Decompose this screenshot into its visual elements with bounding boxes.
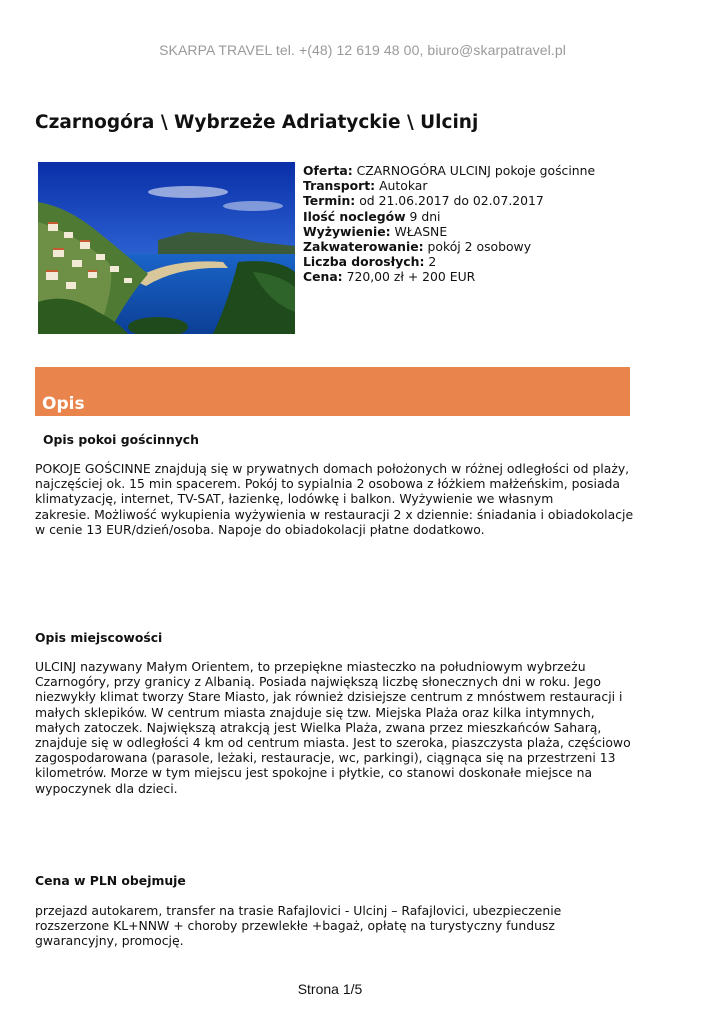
price-label: Cena:: [303, 269, 343, 285]
offer-row-transport: [303, 178, 595, 193]
paragraph-line: znajduje się w odległości 4 km od centrum miasta. Jest to szeroka, piaszczysta plaża, częściowo: [35, 735, 631, 751]
ulcinj-coast-photo: [38, 162, 295, 334]
offer-row-adults: [303, 254, 595, 269]
paragraph-line: małych zatoczek. Największą atrakcją jest Wielka Plaża, zwana przez mieszkańców Saharą,: [35, 719, 602, 735]
paragraph-line: niezwykły klimat tworzy Stare Miasto, jak również dzisiejsze centrum z mnóstwem restauracji i: [35, 689, 623, 705]
offer-row-offer: [303, 163, 595, 178]
board-value: WŁASNE: [390, 223, 448, 239]
paragraph-line: wypoczynek dla dzieci.: [35, 780, 178, 796]
transport-label: Transport:: [303, 178, 376, 194]
offer-row-board: [303, 224, 595, 239]
offer-row-accommodation: [303, 239, 595, 254]
adults-value: 2: [424, 254, 437, 270]
page-number: Strona 1/5: [297, 981, 363, 997]
nights-value: 9 dni: [405, 208, 441, 224]
board-label: Wyżywienie:: [303, 223, 391, 239]
rooms-heading: Opis pokoi gościnnych: [43, 432, 199, 447]
paragraph-line: rozszerzone KL+NNW + choroby przewlekłe +bagaż, opłatę na turystyczny fundusz: [35, 918, 555, 934]
place-heading: Opis miejscowości: [35, 630, 163, 645]
transport-value: Autokar: [375, 178, 428, 194]
contact-header: SKARPA TRAVEL tel. +(48) 12 619 48 00, biuro@skarpatravel.pl: [159, 42, 566, 58]
page-title: Czarnogóra \ Wybrzeże Adriatyckie \ Ulcinj: [35, 112, 479, 133]
paragraph-line: zakresie. Możliwość wykupienia wyżywienia w restauracji 2 x dziennie: śniadania i obiadokolacje: [35, 506, 634, 522]
paragraph-line: małych sklepików. W centrum miasta znajduje się tzw. Miejska Plaża oraz kilka intymnych,: [35, 704, 595, 720]
dates-value: od 21.06.2017 do 02.07.2017: [355, 193, 544, 209]
offer-row-nights: [303, 209, 595, 224]
paragraph-line: POKOJE GOŚCINNE znajdują się w prywatnych domach położonych w różnej odległości od plaży,: [35, 461, 630, 476]
place-description: [35, 659, 635, 796]
price-value: 720,00 zł + 200 EUR: [342, 269, 476, 285]
paragraph-line: klimatyzację, internet, TV-SAT, łazienkę, lodówkę i balkon. Wyżywienie we własnym: [35, 491, 554, 507]
offer-label: Oferta:: [303, 163, 353, 178]
paragraph-line: najczęściej ok. 15 min spacerem. Pokój to sypialnia 2 osobowa z łóżkiem małżeńskim, posiada: [35, 476, 620, 492]
rooms-description: [35, 461, 635, 537]
paragraph-line: zagospodarowana (parasole, leżaki, restauracje, wc, parkingi), ciągnąca się na przestrzeni 13: [35, 750, 616, 766]
offer-row-price: [303, 269, 595, 284]
price-includes-heading: Cena w PLN obejmuje: [35, 873, 186, 888]
section-title: Opis: [42, 394, 85, 414]
paragraph-line: Czarnogóry, przy granicy z Albanią. Posiada największą liczbę słonecznych dni w roku. Jego: [35, 674, 601, 690]
offer-row-dates: [303, 193, 595, 208]
paragraph-line: kilometrów. Morze w tym miejscu jest spokojne i płytkie, co stanowi doskonałe miejsce na: [35, 765, 593, 781]
accommodation-label: Zakwaterowanie:: [303, 239, 424, 255]
offer-value: CZARNOGÓRA ULCINJ pokoje gościnne: [352, 163, 596, 178]
dates-label: Termin:: [303, 193, 356, 209]
paragraph-line: ULCINJ nazywany Małym Orientem, to przepiękne miasteczko na południowym wybrzeżu: [35, 659, 586, 674]
offer-details: [303, 163, 595, 285]
paragraph-line: w cenie 13 EUR/dzień/osoba. Napoje do obiadokolacji płatne dodatkowo.: [35, 521, 485, 537]
paragraph-line: gwarancyjny, promocję.: [35, 933, 184, 949]
accommodation-value: pokój 2 osobowy: [423, 239, 532, 255]
section-header-bar: [35, 367, 630, 416]
adults-label: Liczba dorosłych:: [303, 254, 425, 270]
nights-label: Ilość noclegów: [303, 208, 406, 224]
paragraph-line: przejazd autokarem, transfer na trasie Rafajlovici - Ulcinj – Rafajlovici, ubezpieczenie: [35, 903, 562, 918]
price-includes-description: [35, 903, 635, 949]
